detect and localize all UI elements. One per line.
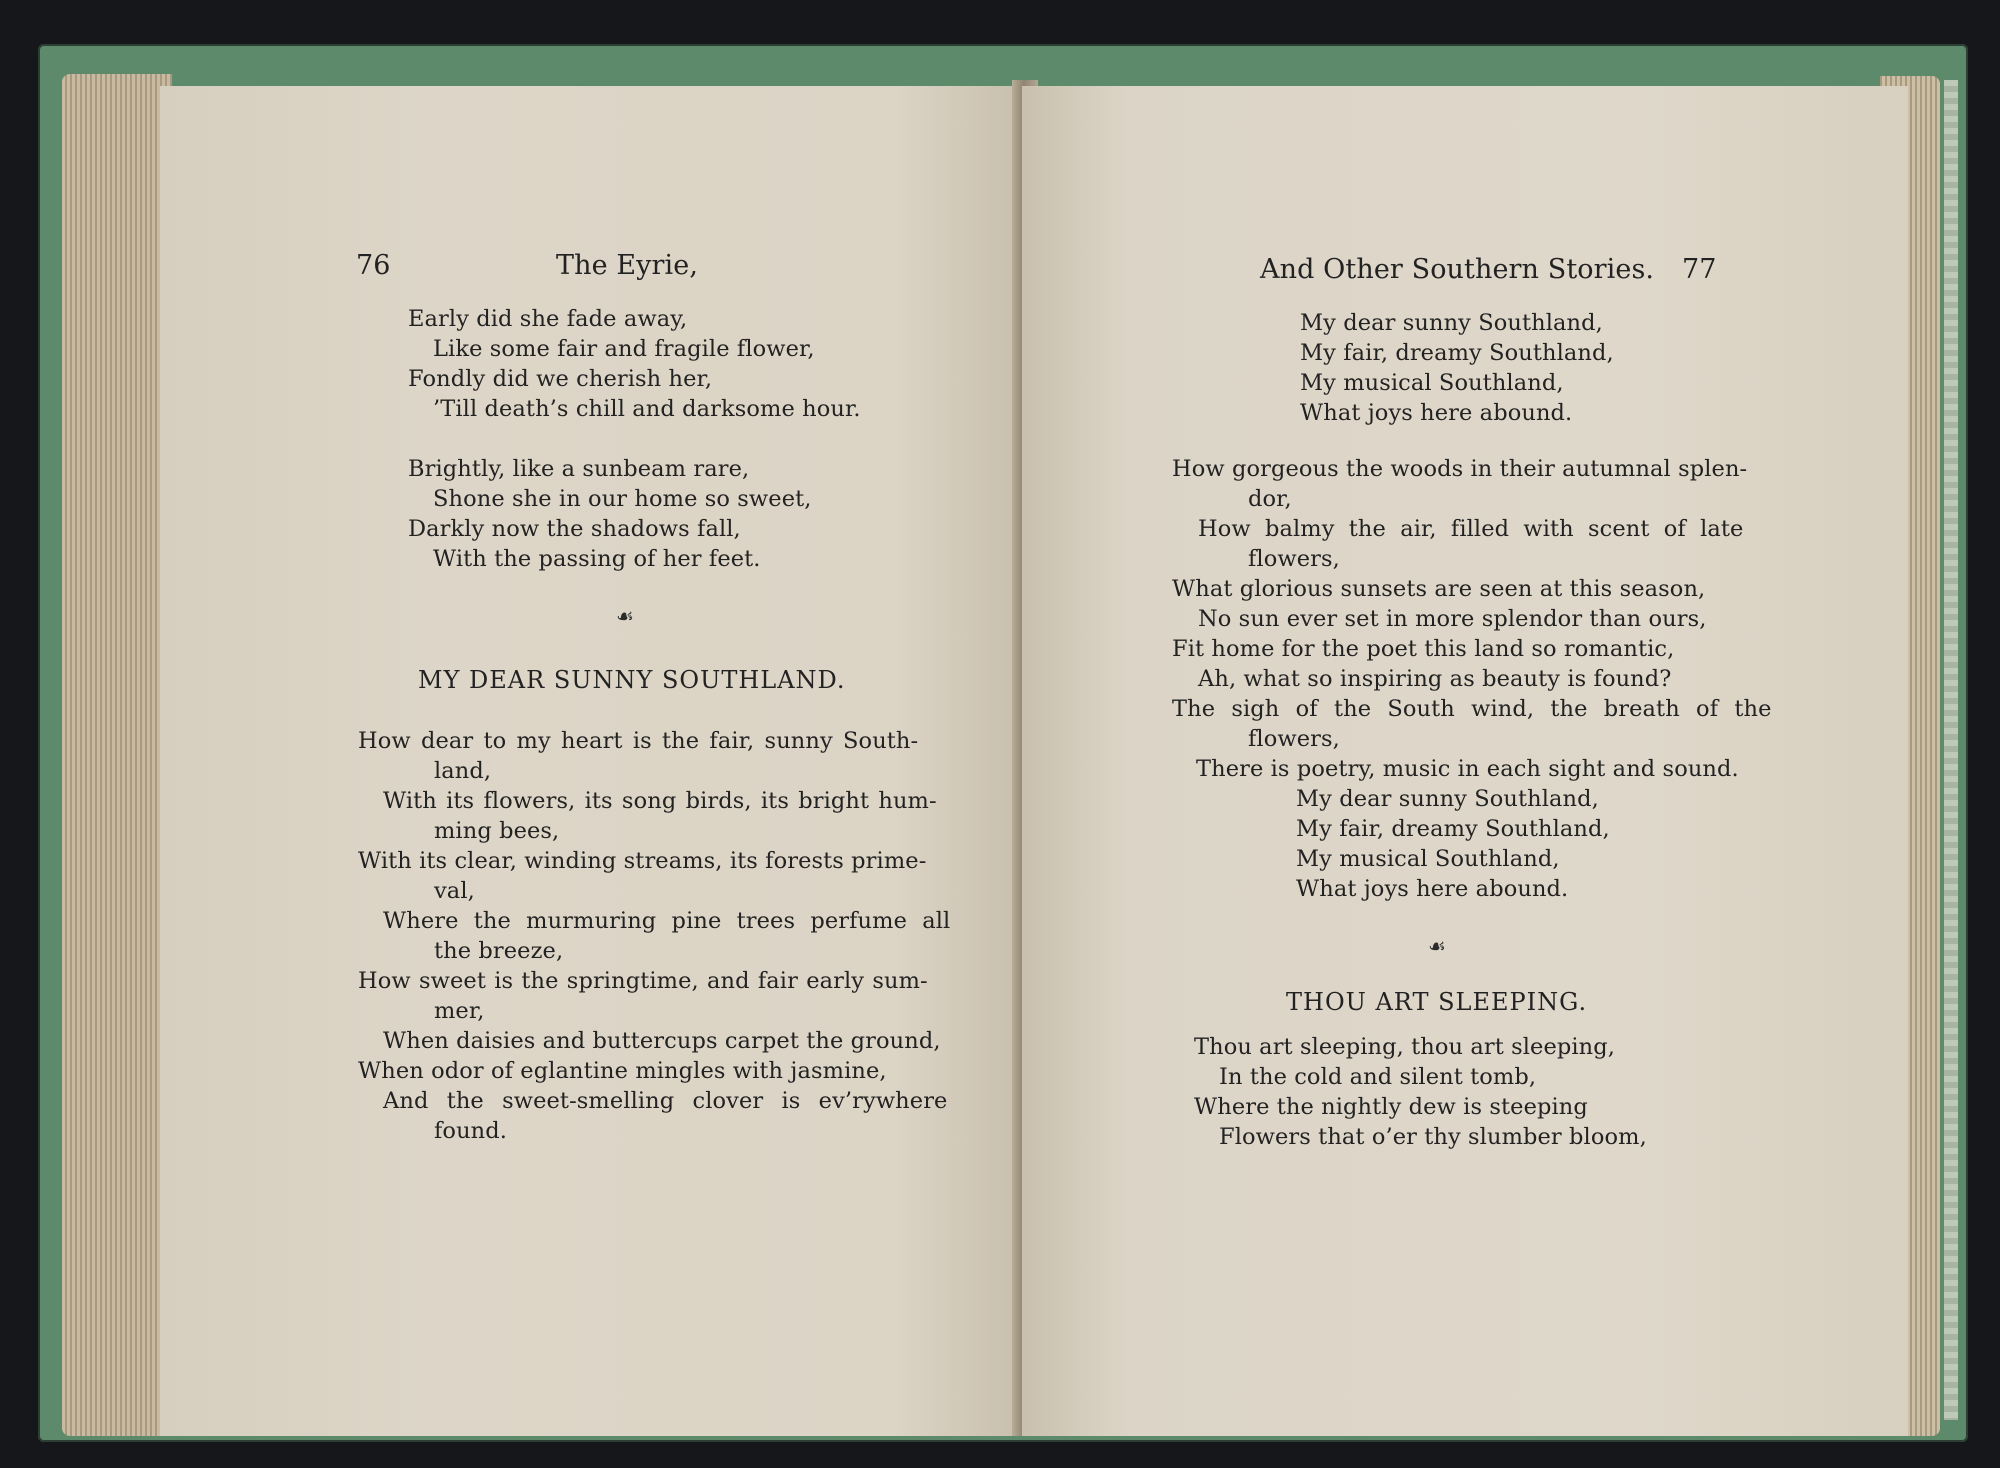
ornament-icon: ☙: [616, 604, 635, 628]
refrain-line: My musical Southland,: [1300, 370, 1564, 396]
poem-line: land,: [434, 758, 492, 784]
refrain-line: What joys here abound.: [1296, 876, 1569, 902]
stanza-line: Fondly did we cherish her,: [408, 366, 713, 392]
refrain-line: My dear sunny Southland,: [1300, 310, 1603, 336]
stanza-line: There is poetry, music in each sight and sound.: [1196, 756, 1739, 782]
stanza-line: Darkly now the shadows fall,: [408, 516, 741, 542]
refrain-line: My fair, dreamy Southland,: [1296, 816, 1610, 842]
cover-endpaper: [1944, 80, 1958, 1420]
poem-line: Where the murmuring pine trees perfume all: [383, 908, 951, 934]
stanza-line: flowers,: [1248, 546, 1340, 572]
poem-line: When odor of eglantine mingles with jasmine,: [358, 1058, 887, 1084]
stanza-line: How gorgeous the woods in their autumnal splen-: [1172, 456, 1748, 482]
poem-line: found.: [434, 1118, 508, 1144]
stanza-line: flowers,: [1248, 726, 1340, 752]
right-page-number: 77: [1682, 254, 1717, 285]
poem-line: Thou art sleeping, thou art sleeping,: [1194, 1034, 1616, 1060]
left-running-head: The Eyrie,: [556, 250, 699, 281]
poem-line: When daisies and buttercups carpet the ground,: [383, 1028, 941, 1054]
stanza-line: Brightly, like a sunbeam rare,: [408, 456, 750, 482]
ornament-icon: ☙: [1428, 934, 1447, 958]
stanza-line: No sun ever set in more splendor than ours,: [1198, 606, 1707, 632]
stanza-line: How balmy the air, filled with scent of late: [1198, 516, 1744, 542]
stanza-line: Ah, what so inspiring as beauty is found?: [1198, 666, 1672, 692]
stanza-line: Shone she in our home so sweet,: [433, 486, 812, 512]
poem-line: ming bees,: [434, 818, 560, 844]
refrain-line: What joys here abound.: [1300, 400, 1573, 426]
left-page-edges: [62, 74, 172, 1436]
left-page: [160, 86, 1022, 1436]
poem-title: MY DEAR SUNNY SOUTHLAND.: [418, 666, 846, 694]
poem-line: With its clear, winding streams, its forests prime-: [358, 848, 927, 874]
poem-line: How dear to my heart is the fair, sunny South-: [358, 728, 919, 754]
stanza-line: Early did she fade away,: [408, 306, 688, 332]
poem-line: In the cold and silent tomb,: [1219, 1064, 1537, 1090]
stanza-line: What glorious sunsets are seen at this season,: [1172, 576, 1706, 602]
refrain-line: My fair, dreamy Southland,: [1300, 340, 1614, 366]
left-page-number: 76: [356, 250, 391, 281]
refrain-line: My musical Southland,: [1296, 846, 1560, 872]
stanza-line: With the passing of her feet.: [433, 546, 761, 572]
poem-line: Where the nightly dew is steeping: [1194, 1094, 1588, 1120]
stanza-line: ’Till death’s chill and darksome hour.: [433, 396, 861, 422]
stanza-line: Fit home for the poet this land so romantic,: [1172, 636, 1675, 662]
poem-line: Flowers that o’er thy slumber bloom,: [1219, 1124, 1647, 1150]
poem-line: val,: [434, 878, 475, 904]
poem-title: THOU ART SLEEPING.: [1286, 988, 1588, 1016]
poem-line: With its flowers, its song birds, its bright hum-: [383, 788, 937, 814]
poem-line: the breeze,: [434, 938, 564, 964]
refrain-line: My dear sunny Southland,: [1296, 786, 1599, 812]
poem-line: And the sweet-smelling clover is ev’rywhere: [383, 1088, 948, 1114]
poem-line: mer,: [434, 998, 485, 1024]
stanza-line: dor,: [1248, 486, 1292, 512]
stanza-line: Like some fair and fragile flower,: [433, 336, 815, 362]
right-running-head: And Other Southern Stories.: [1260, 254, 1655, 285]
stanza-line: The sigh of the South wind, the breath of the: [1172, 696, 1772, 722]
poem-line: How sweet is the springtime, and fair early sum-: [358, 968, 928, 994]
